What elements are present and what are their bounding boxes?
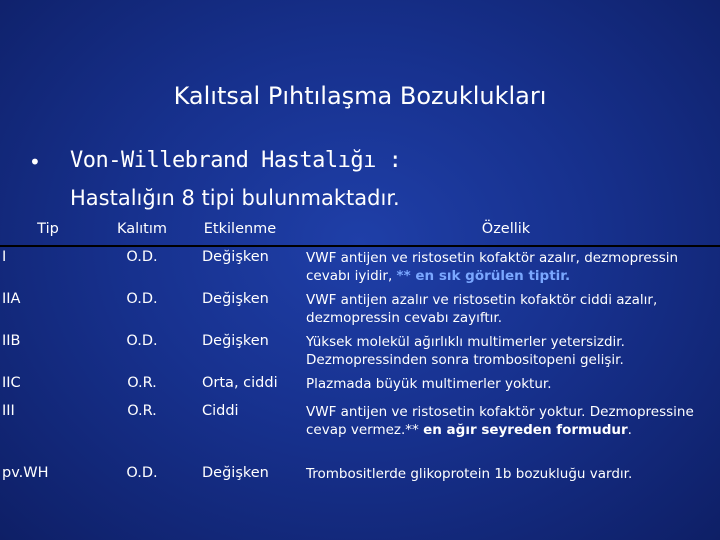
cell-ozellik — [292, 401, 720, 463]
slide-title: Kalıtsal Pıhtılaşma Bozuklukları — [173, 82, 547, 110]
bullet-point: • — [29, 150, 41, 174]
vwd-types-table — [0, 219, 720, 491]
table-row — [0, 289, 720, 331]
table-row — [0, 331, 720, 373]
header-ozellik: Özellik — [292, 219, 720, 246]
cell-tip: IIB — [2, 333, 21, 349]
cell-etkilenme: Değişken — [202, 333, 269, 349]
table-row — [0, 246, 720, 289]
ozellik-text: VWF antijen ve ristosetin kofaktör yoktur. Dezmopressine cevap vermez.** — [306, 404, 694, 438]
ozellik-end: . — [627, 422, 632, 438]
cell-kalitim: O.R. — [127, 375, 157, 391]
bullet-subtitle: Hastalığın 8 tipi bulunmaktadır. — [70, 186, 400, 210]
bullet-heading: Von-Willebrand Hastalığı : — [70, 148, 402, 173]
header-kalitim: Kalıtım — [96, 219, 188, 246]
cell-kalitim: O.D. — [126, 249, 158, 265]
ozellik-emphasis: en ağır seyreden formudur — [423, 422, 628, 438]
cell-etkilenme: Değişken — [202, 465, 269, 481]
cell-tip: IIC — [2, 375, 21, 391]
table-header-row — [0, 219, 720, 246]
cell-ozellik: Plazmada büyük multimerler yoktur. — [306, 376, 552, 392]
cell-etkilenme: Orta, ciddi — [202, 375, 278, 391]
ozellik-text: VWF antijen ve ristosetin kofaktör azalır, dezmopressin cevabı iyidir, — [306, 250, 679, 284]
cell-etkilenme: Değişken — [202, 249, 269, 265]
cell-kalitim: O.D. — [126, 465, 158, 481]
cell-kalitim: O.R. — [127, 403, 157, 419]
cell-etkilenme: Değişken — [202, 291, 269, 307]
cell-ozellik — [292, 246, 720, 289]
cell-etkilenme: Ciddi — [202, 403, 239, 419]
cell-tip: I — [2, 249, 7, 265]
cell-tip: III — [2, 403, 15, 419]
cell-kalitim: O.D. — [126, 291, 158, 307]
table-row — [0, 463, 720, 491]
table-row — [0, 401, 720, 463]
cell-tip: IIA — [2, 291, 21, 307]
table-row — [0, 373, 720, 401]
cell-ozellik: Yüksek molekül ağırlıklı multimerler yetersizdir. Dezmopressinden sonra trombositopeni gelişir. — [306, 334, 625, 368]
cell-ozellik: Trombositlerde glikoprotein 1b bozukluğu vardır. — [306, 466, 633, 482]
header-tip: Tip — [0, 219, 96, 246]
header-etkilenme: Etkilenme — [188, 219, 292, 246]
ozellik-emphasis: ** en sık görülen tiptir. — [396, 268, 571, 284]
cell-tip: pv.WH — [2, 465, 49, 481]
cell-ozellik: VWF antijen azalır ve ristosetin kofaktör ciddi azalır, dezmopressin cevabı zayıftır. — [306, 292, 658, 326]
cell-kalitim: O.D. — [126, 333, 158, 349]
